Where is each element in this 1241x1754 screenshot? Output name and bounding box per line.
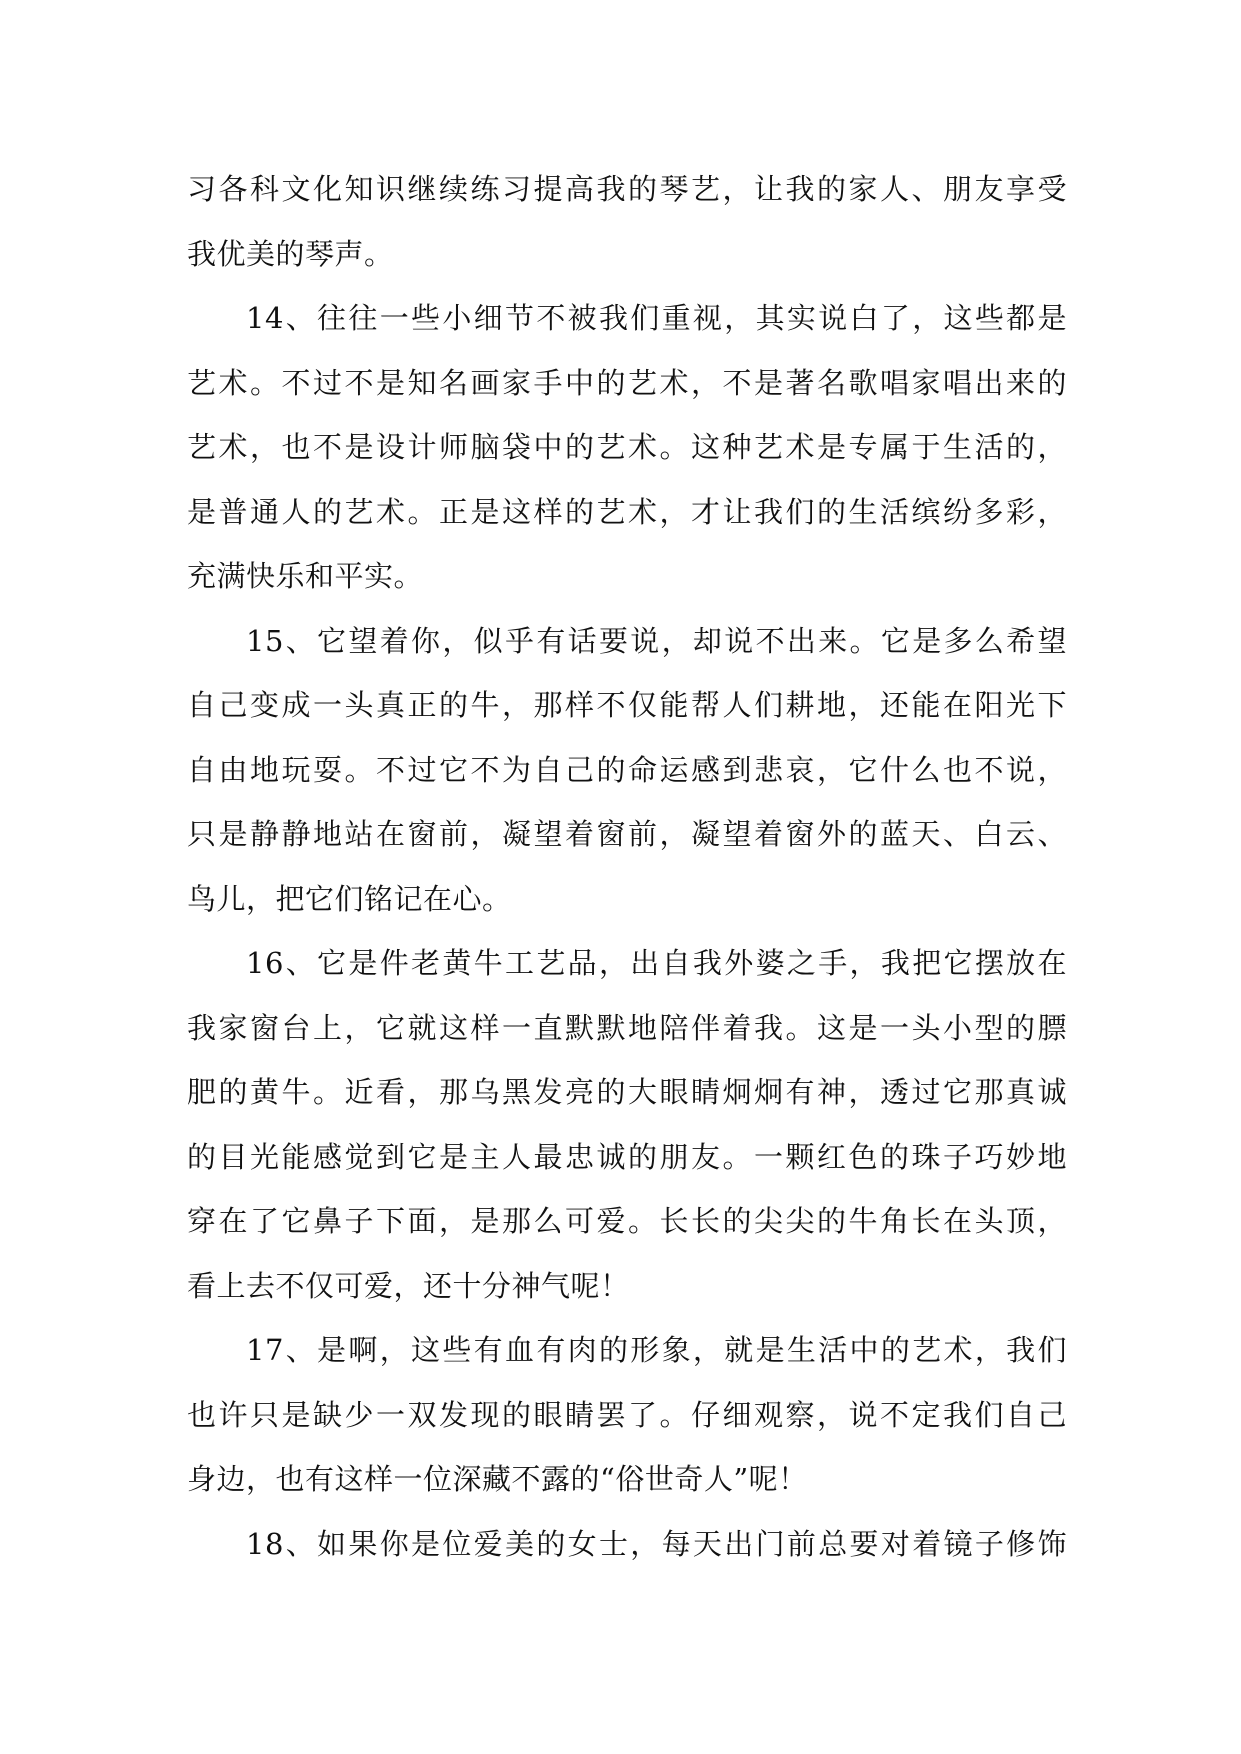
text-line: 的目光能感觉到它是主人最忠诚的朋友。一颗红色的珠子巧妙地: [187, 1139, 1067, 1174]
text-line: 只是静静地站在窗前，凝望着窗前，凝望着窗外的蓝天、白云、: [187, 817, 1067, 851]
text-line: 充满快乐和平实。: [187, 559, 424, 593]
text-line: 自由地玩耍。不过它不为自己的命运感到悲哀，它什么也不说，: [187, 752, 1067, 787]
text-line: 14、往往一些小细节不被我们重视，其实说白了，这些都是: [246, 301, 1067, 335]
text-line: 艺术，也不是设计师脑袋中的艺术。这种艺术是专属于生活的，: [187, 430, 1067, 464]
text-line: 鸟儿，把它们铭记在心。: [187, 881, 512, 916]
paragraph-continuation: [187, 157, 1067, 286]
paragraph-16: [187, 931, 1067, 1318]
text-line: 艺术。不过不是知名画家手中的艺术，不是著名歌唱家唱出来的: [187, 365, 1067, 400]
paragraph-14: [187, 286, 1067, 609]
text-line: 我优美的琴声。: [187, 236, 394, 271]
text-line: 身边，也有这样一位深藏不露的“俗世奇人”呢！: [187, 1462, 808, 1496]
body-text: [187, 157, 1067, 1576]
paragraph-17: [187, 1318, 1067, 1512]
paragraph-18: [187, 1512, 1067, 1577]
text-line: 自己变成一头真正的牛，那样不仅能帮人们耕地，还能在阳光下: [187, 688, 1067, 722]
text-line: 肥的黄牛。近看，那乌黑发亮的大眼睛炯炯有神，透过它那真诚: [187, 1075, 1067, 1109]
text-line: 15、它望着你，似乎有话要说，却说不出来。它是多么希望: [246, 623, 1067, 658]
text-line: 看上去不仅可爱，还十分神气呢！: [187, 1268, 630, 1303]
paragraph-15: [187, 609, 1067, 932]
text-line: 习各科文化知识继续练习提高我的琴艺，让我的家人、朋友享受: [187, 172, 1067, 206]
text-line: 是普通人的艺术。正是这样的艺术，才让我们的生活缤纷多彩，: [187, 494, 1067, 529]
text-line: 穿在了它鼻子下面，是那么可爱。长长的尖尖的牛角长在头顶，: [187, 1204, 1067, 1238]
text-line: 18、如果你是位爱美的女士，每天出门前总要对着镜子修饰: [246, 1526, 1067, 1561]
text-line: 16、它是件老黄牛工艺品，出自我外婆之手，我把它摆放在: [246, 946, 1067, 980]
text-line: 我家窗台上，它就这样一直默默地陪伴着我。这是一头小型的膘: [187, 1010, 1067, 1045]
text-line: 17、是啊，这些有血有肉的形象，就是生活中的艺术，我们: [246, 1333, 1067, 1367]
text-line: 也许只是缺少一双发现的眼睛罢了。仔细观察，说不定我们自己: [187, 1397, 1067, 1432]
